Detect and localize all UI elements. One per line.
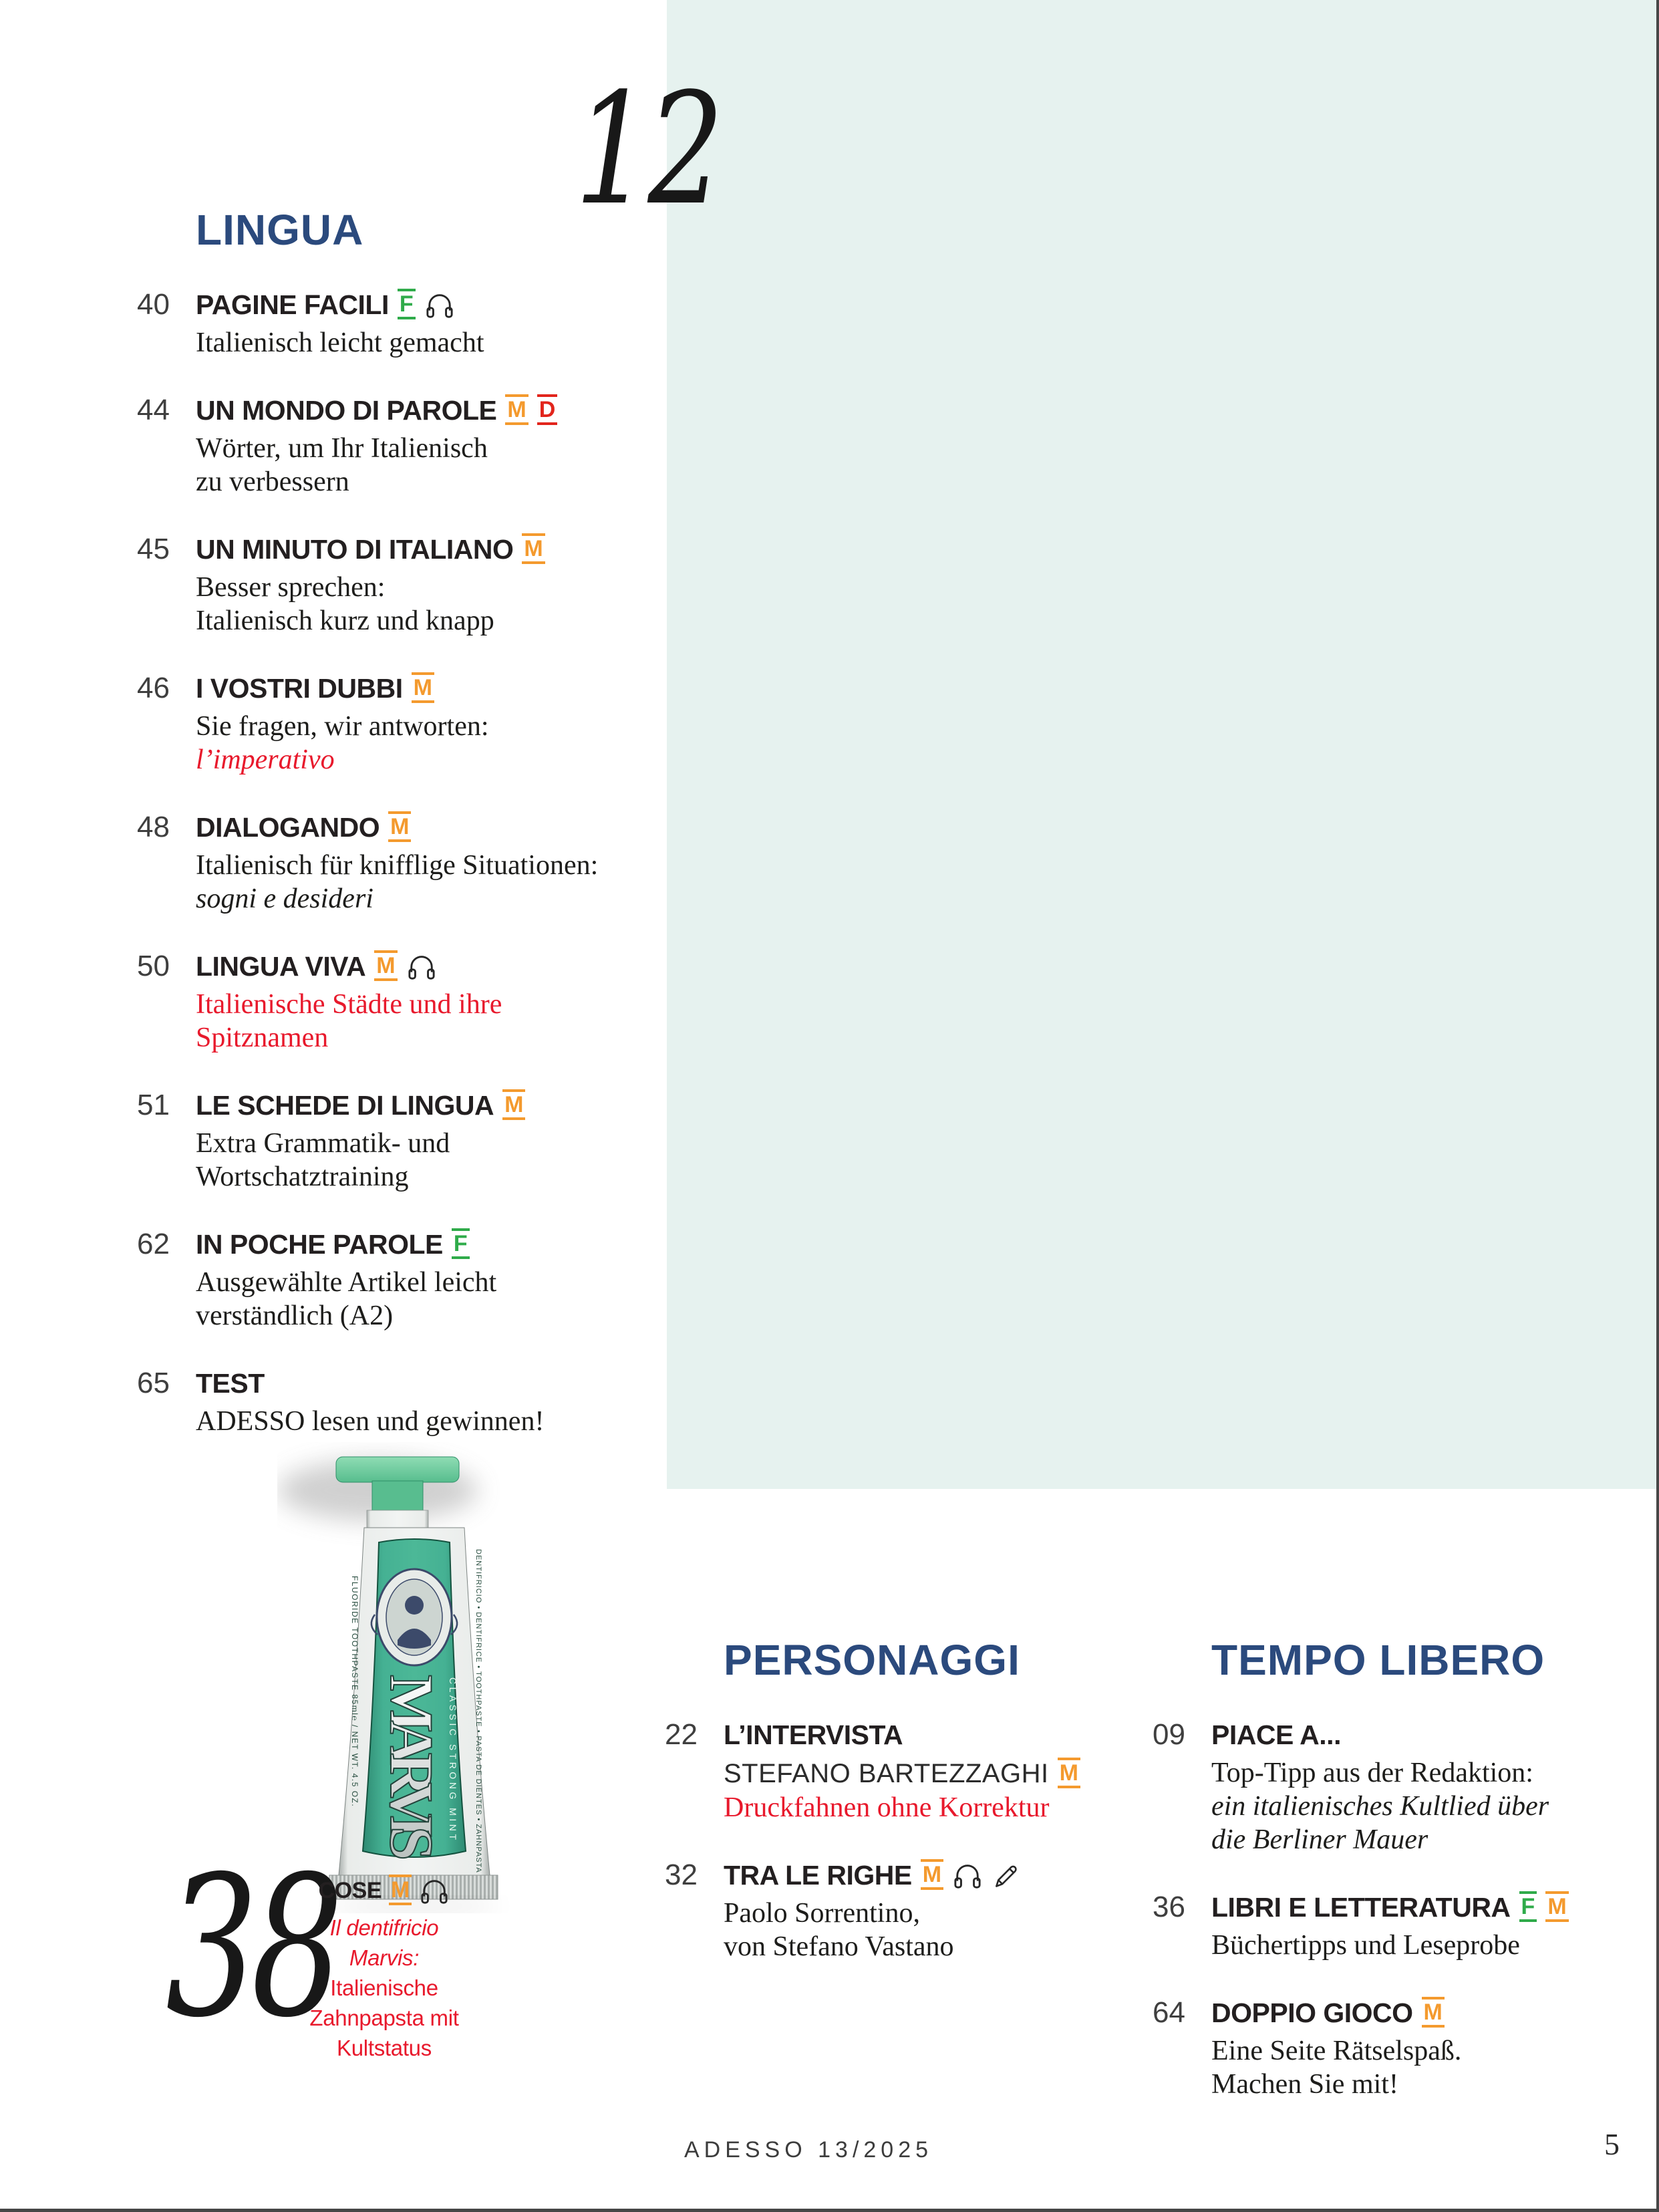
tube-cap-top [336, 1457, 459, 1482]
section-personaggi [665, 1636, 1119, 1998]
entry-title[interactable]: IN POCHE PAROLE [196, 1228, 443, 1260]
toc-entry-lingua-40[interactable] [137, 289, 678, 360]
entry-description-line [1211, 1756, 1634, 1790]
entry-page-number: 64 [1153, 1996, 1185, 2029]
tube-left-text: FLUORIDE TOOTHPASTE 85ml℮ / NET WT. 4.5 OZ. [350, 1576, 359, 1808]
section-heading-tempo-libero: TEMPO LIBERO [1211, 1636, 1545, 1684]
toc-entry-lingua-45[interactable] [137, 533, 678, 638]
entry-body [196, 811, 678, 916]
entry-page-number: 22 [665, 1718, 698, 1751]
entry-description-line [196, 1160, 678, 1194]
entry-description-text: zu verbessern [196, 466, 349, 497]
entry-description-line [1211, 1790, 1634, 1823]
entry-page-number: 36 [1153, 1891, 1185, 1923]
level-badge-m: M [502, 1089, 525, 1120]
entry-title[interactable]: TRA LE RIGHE [724, 1859, 912, 1891]
entry-description-line [1211, 1823, 1634, 1856]
tempo-libero-entries [1153, 1719, 1634, 2101]
entry-description-text: STEFANO BARTEZZAGHI [724, 1759, 1049, 1788]
entry-body [196, 533, 678, 638]
level-badge-m: M [505, 394, 528, 425]
entry-description-text: Paolo Sorrentino, [724, 1898, 920, 1929]
entry-body [196, 672, 678, 777]
entry-description-text: Italienisch leicht gemacht [196, 327, 484, 358]
entry-page-number: 32 [665, 1858, 698, 1891]
level-badge-f: F [1519, 1891, 1537, 1922]
entry-description-text: sogni e desideri [196, 883, 373, 914]
toc-entry-lingua-65[interactable] [137, 1367, 678, 1438]
tube-variant-text: CLASSIC STRONG MINT [448, 1677, 458, 1844]
entry-page-number: 44 [137, 394, 170, 426]
section-tempo-libero [1153, 1636, 1634, 2136]
entry-body [196, 1367, 678, 1438]
entry-description-text: Besser sprechen: [196, 572, 386, 603]
entry-description-line [1211, 1929, 1634, 1962]
toc-entry-lingua-44[interactable] [137, 394, 678, 499]
entry-title-row [196, 1367, 678, 1399]
toc-entry-tempo-libero-64[interactable] [1153, 1997, 1634, 2101]
entry-description-text: die Berliner Mauer [1211, 1824, 1428, 1855]
entry-page-number: 45 [137, 533, 170, 565]
entry-title-row [196, 1089, 678, 1121]
lingua-entries [137, 289, 678, 1438]
entry-description-line [724, 1930, 1119, 1963]
level-badge-d: D [537, 394, 558, 425]
entry-body [724, 1719, 1119, 1824]
entry-title-row [1211, 1719, 1634, 1751]
entry-description-line [196, 1021, 678, 1055]
entry-title[interactable]: UN MINUTO DI ITALIANO [196, 533, 514, 565]
entry-body [196, 1228, 678, 1333]
feature-page-number-12: 12 [575, 61, 721, 239]
entry-description-text: Wortschatztraining [196, 1161, 409, 1192]
entry-title[interactable]: LIBRI E LETTERATURA [1211, 1891, 1511, 1923]
entry-title-row [196, 289, 678, 321]
toc-entry-tempo-libero-36[interactable] [1153, 1891, 1634, 1962]
tube-right-text: DENTIFRICIO • DENTIFRICE • TOOTHPASTE • PASTA DE DIENTES • ZAHNPASTA [474, 1549, 482, 1873]
entry-body [196, 1089, 678, 1194]
entry-description-text: ADESSO lesen und gewinnen! [196, 1406, 545, 1437]
entry-description-line [196, 743, 678, 777]
headphones-icon [424, 291, 455, 319]
entry-description-line [196, 988, 678, 1021]
level-badge-m: M [388, 811, 411, 842]
entry-description-line [196, 571, 678, 604]
cose-description [297, 1913, 471, 2063]
entry-description-line [196, 326, 678, 360]
entry-description-line [196, 849, 678, 882]
entry-description-line [196, 1299, 678, 1333]
level-badge-m: M [1545, 1891, 1568, 1922]
entry-description-line [196, 604, 678, 638]
entry-description-line [196, 1405, 678, 1438]
entry-body [1211, 1719, 1634, 1856]
level-badge-m: M [412, 672, 434, 703]
entry-title[interactable]: DOPPIO GIOCO [1211, 1997, 1413, 2028]
footer-page-number: 5 [1604, 2127, 1620, 2161]
entry-body [196, 950, 678, 1055]
entry-description-line [196, 1266, 678, 1299]
level-badge-m: M [522, 533, 545, 564]
entry-description-text: Italienisch für knifflige Situationen: [196, 850, 599, 881]
entry-description-text: l’imperativo [196, 744, 335, 775]
entry-title-row [196, 811, 678, 843]
entry-description-text: Italienisch kurz und knapp [196, 605, 494, 636]
entry-description-line [1211, 2068, 1634, 2101]
entry-title-row [1211, 1997, 1634, 2029]
toc-entry-personaggi-22[interactable] [665, 1719, 1119, 1824]
entry-title[interactable]: LINGUA VIVA [196, 950, 366, 982]
entry-title[interactable]: I VOSTRI DUBBI [196, 672, 403, 704]
entry-page-number: 46 [137, 672, 170, 704]
entry-page-number: 62 [137, 1228, 170, 1260]
level-badge-m: M [1422, 1997, 1445, 2028]
mint-background-panel [667, 0, 1659, 1489]
cose-description-line: Marvis: [349, 1945, 420, 1970]
entry-description-text: ein italienisches Kultlied über [1211, 1791, 1549, 1822]
entry-description-text: Top-Tipp aus der Redaktion: [1211, 1758, 1533, 1788]
entry-description-text: Eine Seite Rätselspaß. [1211, 2036, 1462, 2066]
headphones-icon [952, 1861, 983, 1889]
entry-description-line [724, 1897, 1119, 1930]
entry-description-text: Wörter, um Ihr Italienisch [196, 433, 488, 464]
toc-entry-lingua-51[interactable] [137, 1089, 678, 1194]
entry-title[interactable]: L’INTERVISTA [724, 1719, 903, 1750]
cose-description-line: Kultstatus [337, 2036, 432, 2060]
entry-description-text: Büchertipps und Leseprobe [1211, 1930, 1520, 1961]
entry-title[interactable]: TEST [196, 1367, 265, 1399]
entry-title-row [196, 1228, 678, 1260]
entry-title[interactable]: PAGINE FACILI [196, 289, 389, 320]
personaggi-entries [665, 1719, 1119, 1963]
entry-title-row [1211, 1891, 1634, 1923]
level-badge-m: M [921, 1859, 943, 1890]
entry-description-text: Italienische Städte und ihre [196, 989, 502, 1020]
entry-description-line [196, 1127, 678, 1160]
entry-title-row [724, 1719, 1119, 1751]
entry-body [1211, 1891, 1634, 1962]
entry-title[interactable]: DIALOGANDO [196, 811, 380, 843]
pencil-icon [992, 1860, 1021, 1890]
tube-emblem-portrait-head [405, 1596, 424, 1615]
tube-cap-collar [372, 1481, 423, 1512]
entry-page-number: 48 [137, 811, 170, 843]
entry-description-text: Machen Sie mit! [1211, 2069, 1398, 2100]
entry-description-text: verständlich (A2) [196, 1300, 394, 1331]
section-heading-personaggi: PERSONAGGI [724, 1636, 1020, 1684]
entry-description-line [196, 882, 678, 916]
cose-title: COSE [318, 1877, 382, 1903]
headphones-icon [406, 952, 437, 980]
entry-page-number: 50 [137, 950, 170, 982]
entry-title[interactable]: UN MONDO DI PAROLE [196, 394, 497, 426]
feature-page-number-38: 38 [166, 1835, 337, 2060]
entry-title[interactable]: PIACE A... [1211, 1719, 1341, 1750]
entry-body [724, 1859, 1119, 1963]
toc-entry-lingua-50[interactable] [137, 950, 678, 1055]
entry-page-number: 65 [137, 1367, 170, 1399]
entry-title-row [196, 533, 678, 565]
entry-body [1211, 1997, 1634, 2101]
entry-description-text: von Stefano Vastano [724, 1931, 954, 1962]
entry-body [196, 394, 678, 499]
entry-description-text: Extra Grammatik- und [196, 1128, 450, 1159]
entry-title-row [196, 950, 678, 982]
level-badge-m: M [374, 950, 397, 981]
entry-title-row [724, 1859, 1119, 1891]
entry-title-row [196, 394, 678, 426]
entry-body [196, 289, 678, 360]
cose-title-row [297, 1875, 471, 1906]
section-lingua [137, 206, 678, 1473]
cose-description-line: Il dentifricio [329, 1915, 439, 1940]
headphones-icon [419, 1877, 450, 1905]
toc-entry-lingua-46[interactable] [137, 672, 678, 777]
entry-title-row [196, 672, 678, 704]
level-badge-f: F [398, 289, 416, 319]
cose-description-line: Italienische [330, 1975, 438, 2000]
tube-brand-text: MARVIS [378, 1675, 446, 1863]
entry-description-text: Spitznamen [196, 1022, 329, 1053]
entry-description-line [196, 710, 678, 743]
toc-entry-lingua-62[interactable] [137, 1228, 678, 1333]
entry-description-text: Sie fragen, wir antworten: [196, 711, 489, 742]
entry-description-line [724, 1756, 1119, 1791]
footer-issue-label: ADESSO 13/2025 [684, 2137, 933, 2163]
tube-neck [367, 1510, 428, 1528]
level-badge-f: F [452, 1228, 470, 1259]
level-badge-m: M [389, 1875, 412, 1905]
toc-entry-tempo-libero-09[interactable] [1153, 1719, 1634, 1856]
entry-description-text: Druckfahnen ohne Korrektur [724, 1792, 1050, 1823]
level-badge-m: M [1058, 1758, 1081, 1788]
entry-description-text: Ausgewählte Artikel leicht [196, 1267, 497, 1298]
entry-description-line [196, 465, 678, 499]
cose-feature-block [297, 1875, 471, 2063]
section-heading-lingua: LINGUA [196, 206, 364, 254]
cose-description-line: Zahnpapsta mit [309, 2006, 459, 2030]
toc-entry-personaggi-32[interactable] [665, 1859, 1119, 1963]
entry-page-number: 40 [137, 288, 170, 321]
toc-entry-lingua-48[interactable] [137, 811, 678, 916]
entry-title[interactable]: LE SCHEDE DI LINGUA [196, 1089, 494, 1121]
entry-page-number: 09 [1153, 1718, 1185, 1751]
entry-description-line [1211, 2034, 1634, 2068]
entry-page-number: 51 [137, 1089, 170, 1121]
entry-description-line [724, 1791, 1119, 1824]
entry-description-line [196, 432, 678, 465]
